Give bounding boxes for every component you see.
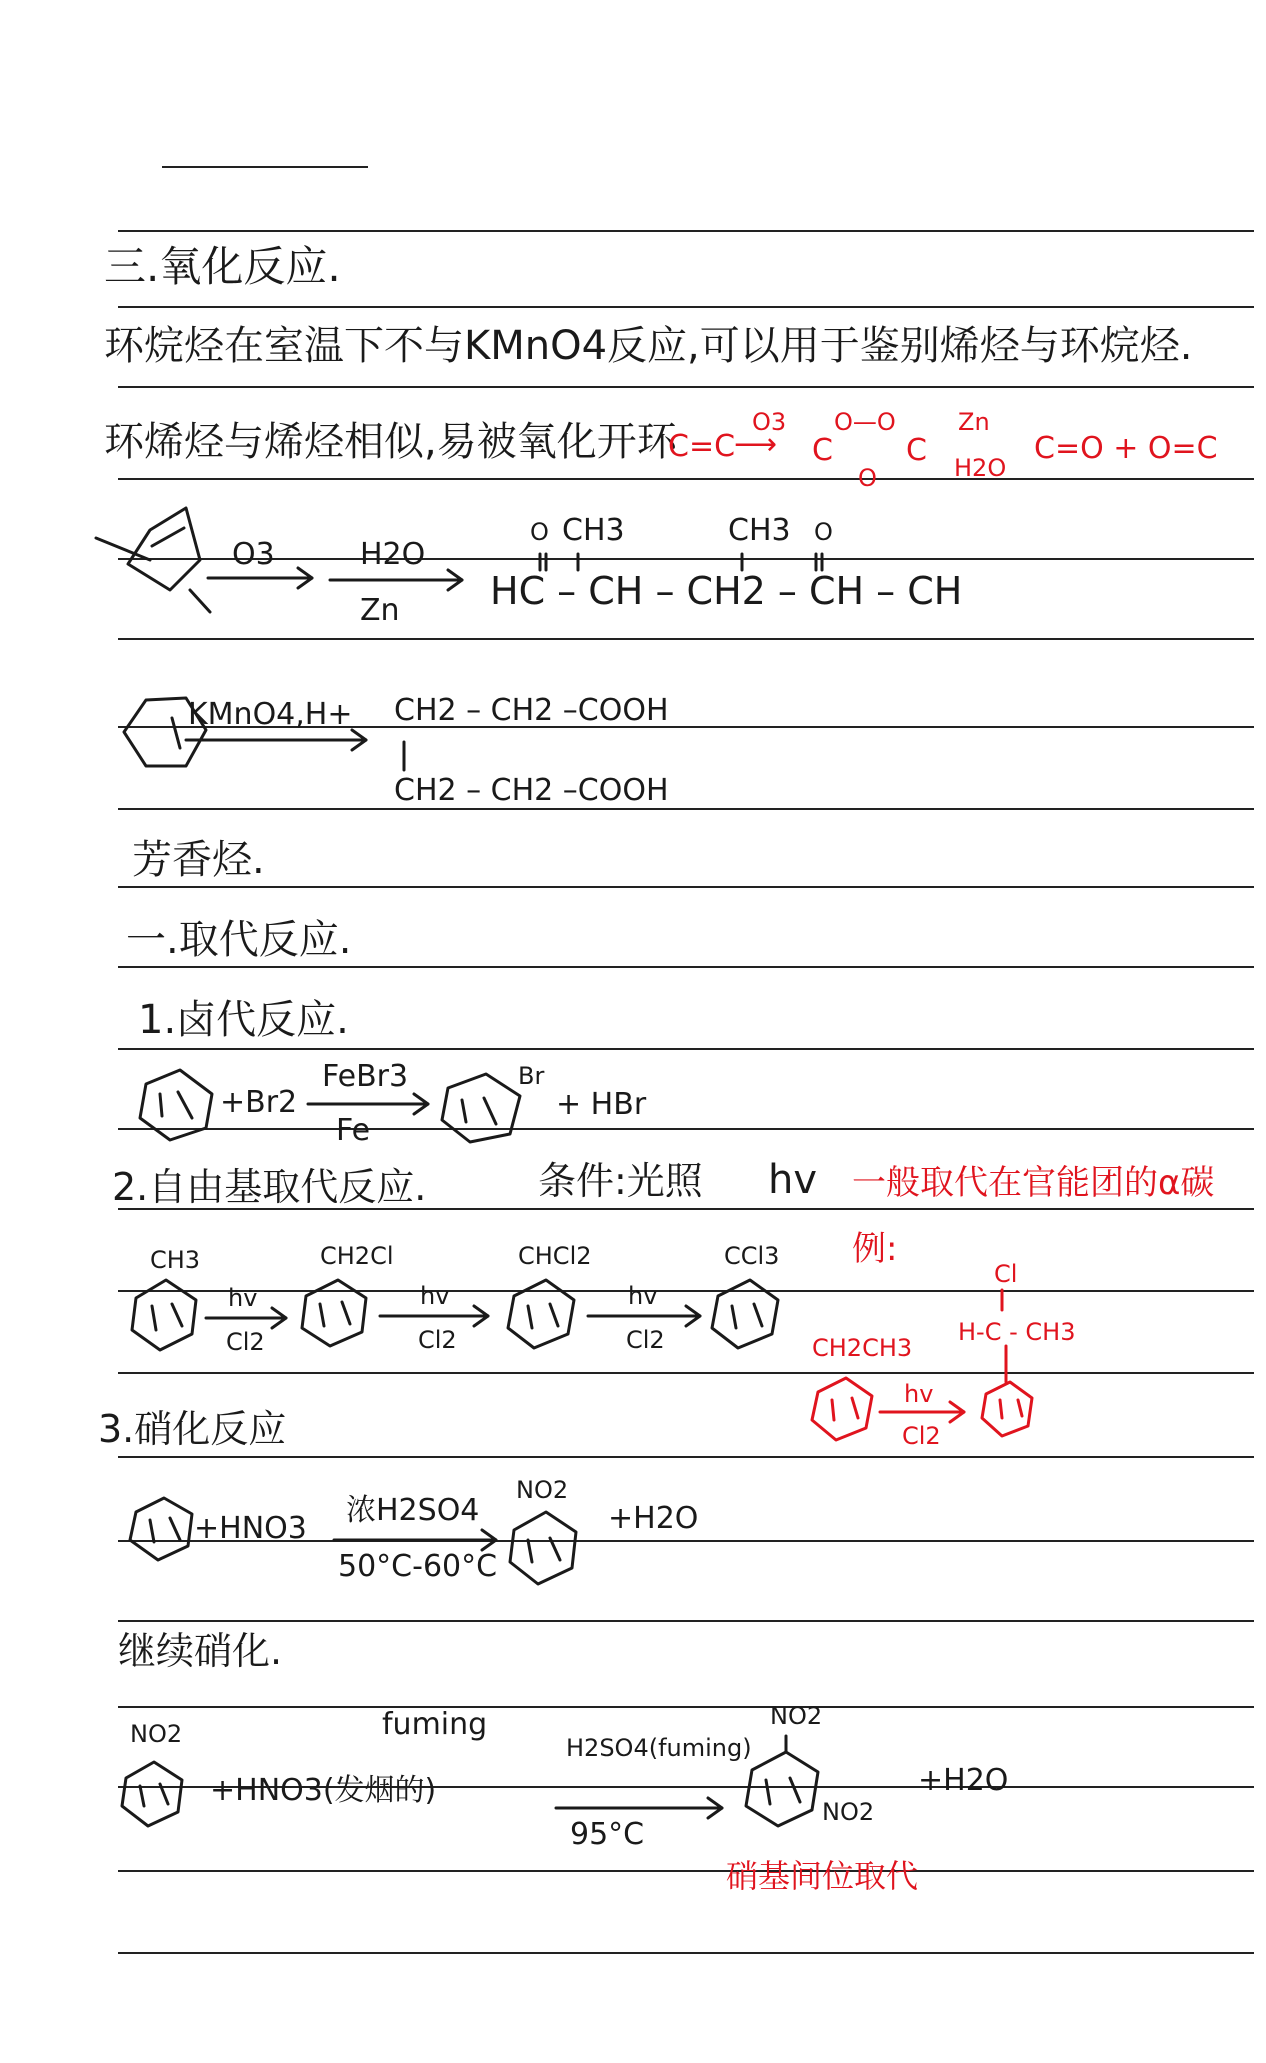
red-h2o: H2O [954, 454, 1007, 482]
oxidation-heading: 三.氧化反应. [104, 242, 341, 291]
radical-title: 2.自由基取代反应. [112, 1165, 427, 1209]
further-temp: 95°C [570, 1817, 645, 1852]
further-reactant-no2: NO2 [130, 1720, 183, 1748]
ethylbenzene-ring [812, 1378, 872, 1440]
red-ozonide-c-left: C [812, 433, 833, 468]
bromobenzene-ring [442, 1074, 520, 1142]
halogenation-br2: +Br2 [220, 1085, 298, 1120]
aromatic-heading: 芳香烃. [132, 837, 265, 883]
substitution-heading: 一.取代反应. [126, 917, 352, 963]
rxn1-h2o: H2O [360, 537, 426, 572]
further-nitration-title: 继续硝化. [118, 1629, 283, 1673]
dinitrobenzene-ring [746, 1752, 818, 1826]
red-ex-reactant: CH2CH3 [812, 1334, 913, 1362]
halogenation-fe: Fe [336, 1113, 371, 1148]
nitration-h2o: +H2O [608, 1501, 699, 1536]
arrow3-hv: hv [628, 1282, 658, 1310]
red-ozonide-top: O—O [834, 408, 896, 436]
red-ex-cl: Cl [994, 1260, 1018, 1288]
arrow1-cl2: Cl2 [226, 1328, 265, 1356]
rxn1-o-top-1: O [530, 518, 549, 546]
red-product-ring [982, 1382, 1032, 1436]
benzene-ring [140, 1070, 212, 1140]
red-zn: Zn [958, 408, 990, 436]
benzyl-chloride-ring [302, 1280, 366, 1346]
nitrobenzene-ring [510, 1512, 576, 1584]
arrow2-hv: hv [420, 1282, 450, 1310]
oxidation-line-1: 环烷烃在室温下不与KMnO4反应,可以用于鉴别烯烃与环烷烃. [104, 323, 1193, 369]
sub-chcl2: CHCl2 [518, 1242, 592, 1270]
nitration-hno3: +HNO3 [194, 1511, 307, 1546]
rxn2-product-top: CH2 – CH2 –COOH [394, 693, 669, 728]
nitration-temp: 50°C-60°C [338, 1549, 498, 1584]
nitration-title: 3.硝化反应 [98, 1407, 287, 1451]
red-ozonide-bottom-o: O [858, 464, 877, 492]
rxn1-o-top-2: O [814, 518, 833, 546]
nitration-h2so4: 浓H2SO4 [346, 1493, 480, 1528]
further-hno3: +HNO3(发烟的) [210, 1773, 437, 1808]
red-ex-cl2: Cl2 [902, 1422, 941, 1450]
rxn1-ch3-top-1: CH3 [562, 513, 625, 548]
nitrobenzene-reactant-ring [122, 1762, 182, 1826]
further-product-no2-meta: NO2 [822, 1798, 875, 1826]
red-alpha-note: 一般取代在官能团的α碳 [852, 1163, 1215, 1203]
red-ex-hv: hv [904, 1380, 934, 1408]
rxn1-ch3-top-2: CH3 [728, 513, 791, 548]
benzene-ring-nitration [130, 1498, 192, 1560]
arrow3-cl2: Cl2 [626, 1326, 665, 1354]
red-ex-product: H-C - CH3 [958, 1318, 1076, 1346]
red-cc-double-bond: C=C [668, 429, 736, 464]
arrow1-hv: hv [228, 1284, 258, 1312]
radical-condition: 条件:光照 [538, 1159, 703, 1203]
oxidation-line-2: 环烯烃与烯烃相似,易被氧化开环 [104, 419, 677, 465]
rxn1-product: HC – CH – CH2 – CH – CH [490, 569, 963, 613]
sub-ch3: CH3 [150, 1246, 201, 1274]
rxn1-zn: Zn [360, 593, 400, 628]
halogenation-title: 1.卤代反应. [138, 997, 349, 1043]
radical-hv: hv [768, 1157, 818, 1203]
halogenation-febr3: FeBr3 [322, 1059, 409, 1094]
further-product-no2-top: NO2 [770, 1702, 823, 1730]
red-arrow-o3: ⟶ [734, 427, 776, 462]
rxn2-reagent: KMnO4,H+ [188, 697, 353, 732]
red-ozonide-c-right: C [906, 433, 927, 468]
further-h2so4: H2SO4(fuming) [566, 1734, 752, 1762]
toluene-ring [132, 1280, 196, 1350]
cyclopentene-ring [128, 508, 200, 590]
sub-ccl3: CCl3 [724, 1242, 780, 1270]
red-carbonyl-products: C=O + O=C [1034, 431, 1218, 466]
halogenation-hbr: + HBr [556, 1087, 647, 1122]
benzotrichloride-ring [712, 1280, 778, 1348]
halogenation-br-sub: Br [518, 1062, 545, 1090]
nitration-no2: NO2 [516, 1476, 569, 1504]
red-meta-note: 硝基间位取代 [726, 1857, 919, 1895]
benzal-chloride-ring [508, 1280, 574, 1348]
red-example-label: 例: [852, 1229, 898, 1269]
further-fuming: fuming [382, 1707, 488, 1742]
rxn1-o3: O3 [232, 537, 275, 572]
sub-ch2cl: CH2Cl [320, 1242, 394, 1270]
further-h2o: +H2O [918, 1763, 1009, 1798]
rxn2-product-bottom: CH2 – CH2 –COOH [394, 773, 669, 808]
arrow2-cl2: Cl2 [418, 1326, 457, 1354]
red-o3-reagent: O3 [752, 408, 787, 436]
